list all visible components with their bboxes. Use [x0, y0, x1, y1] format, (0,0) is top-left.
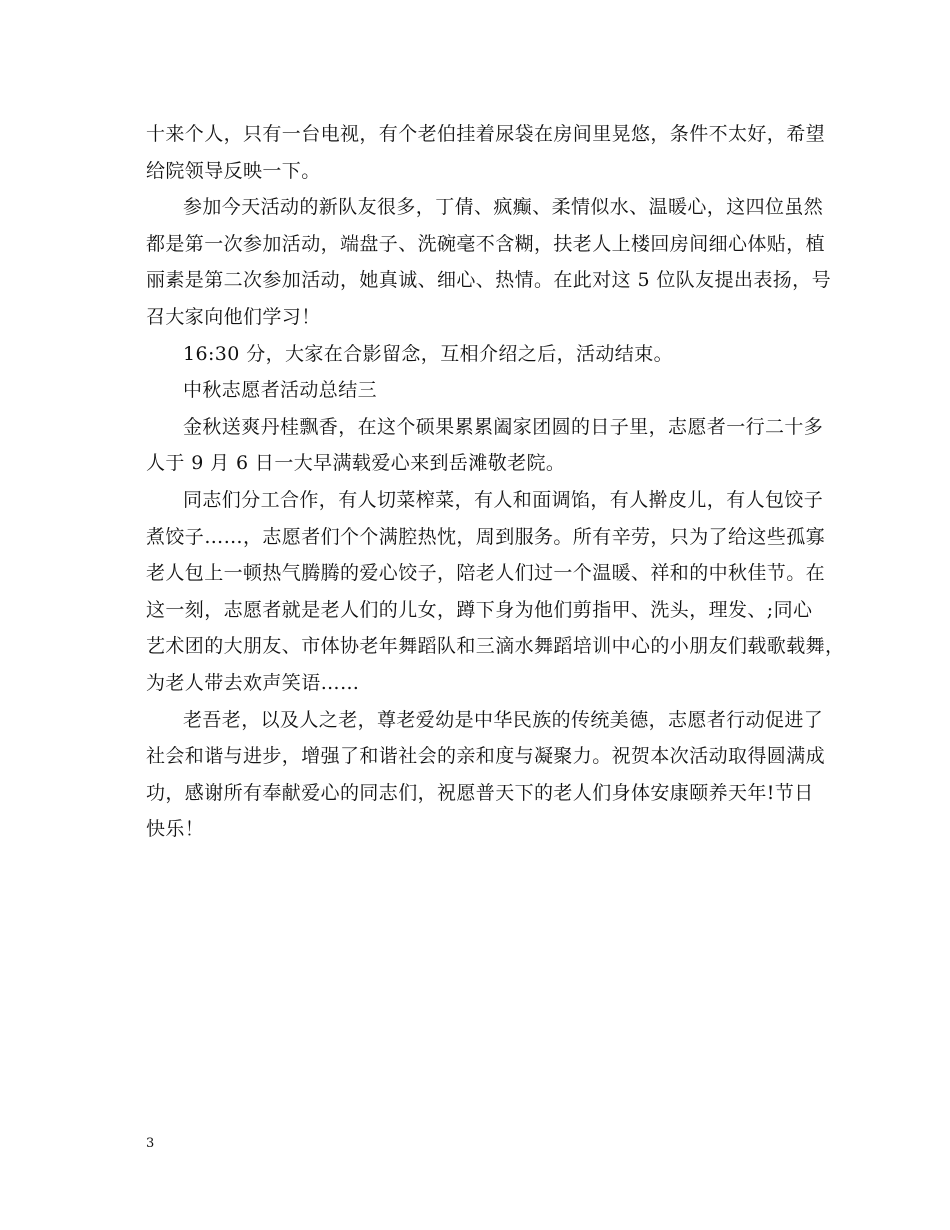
text-line: 16:30 分，大家在合影留念，互相介绍之后，活动结束。 — [183, 342, 673, 365]
page-number: 3 — [146, 1136, 155, 1151]
text-line: 丽素是第二次参加活动，她真诚、细心、热情。在此对这 5 位队友提出表扬，号 — [146, 269, 831, 292]
text-line: 煮饺子……，志愿者们个个满腔热忱，周到服务。所有辛劳，只为了给这些孤寡 — [146, 525, 826, 548]
text-line: 艺术团的大朋友、市体协老年舞蹈队和三滴水舞蹈培训中心的小朋友们载歌载舞， — [146, 635, 845, 658]
text-line: 中秋志愿者活动总结三 — [183, 379, 378, 402]
text-line: 人于 9 月 6 日一大早满载爱心来到岳滩敬老院。 — [146, 452, 566, 475]
text-line: 快乐！ — [146, 818, 205, 841]
text-line: 参加今天活动的新队友很多，丁倩、疯癫、柔情似水、温暖心，这四位虽然 — [183, 196, 824, 219]
text-line: 老吾老，以及人之老，尊老爱幼是中华民族的传统美德，志愿者行动促进了 — [183, 708, 824, 731]
text-line: 社会和谐与进步，增强了和谐社会的亲和度与凝聚力。祝贺本次活动取得圆满成 — [146, 745, 826, 768]
text-line: 都是第一次参加活动，端盘子、洗碗毫不含糊，扶老人上楼回房间细心体贴，植 — [146, 232, 826, 255]
body-text — [146, 116, 845, 848]
text-line: 同志们分工合作，有人切菜榨菜，有人和面调馅，有人擀皮儿，有人包饺子 — [183, 488, 824, 511]
text-line: 为老人带去欢声笑语…… — [146, 671, 360, 694]
text-line: 十来个人，只有一台电视，有个老伯挂着尿袋在房间里晃悠，条件不太好，希望 — [146, 123, 826, 145]
text-line: 这一刻，志愿者就是老人们的儿女，蹲下身为他们剪指甲、洗头，理发、;同心 — [146, 598, 813, 621]
text-line: 召大家向他们学习！ — [146, 305, 321, 328]
text-line: 老人包上一顿热气腾腾的爱心饺子，陪老人们过一个温暖、祥和的中秋佳节。在 — [146, 562, 826, 585]
text-line: 功，感谢所有奉献爱心的同志们，祝愿普天下的老人们身体安康颐养天年!节日 — [146, 781, 814, 804]
text-line: 给院领导反映一下。 — [146, 159, 321, 182]
text-line: 金秋送爽丹桂飘香，在这个硕果累累阖家团圆的日子里，志愿者一行二十多 — [183, 415, 824, 438]
